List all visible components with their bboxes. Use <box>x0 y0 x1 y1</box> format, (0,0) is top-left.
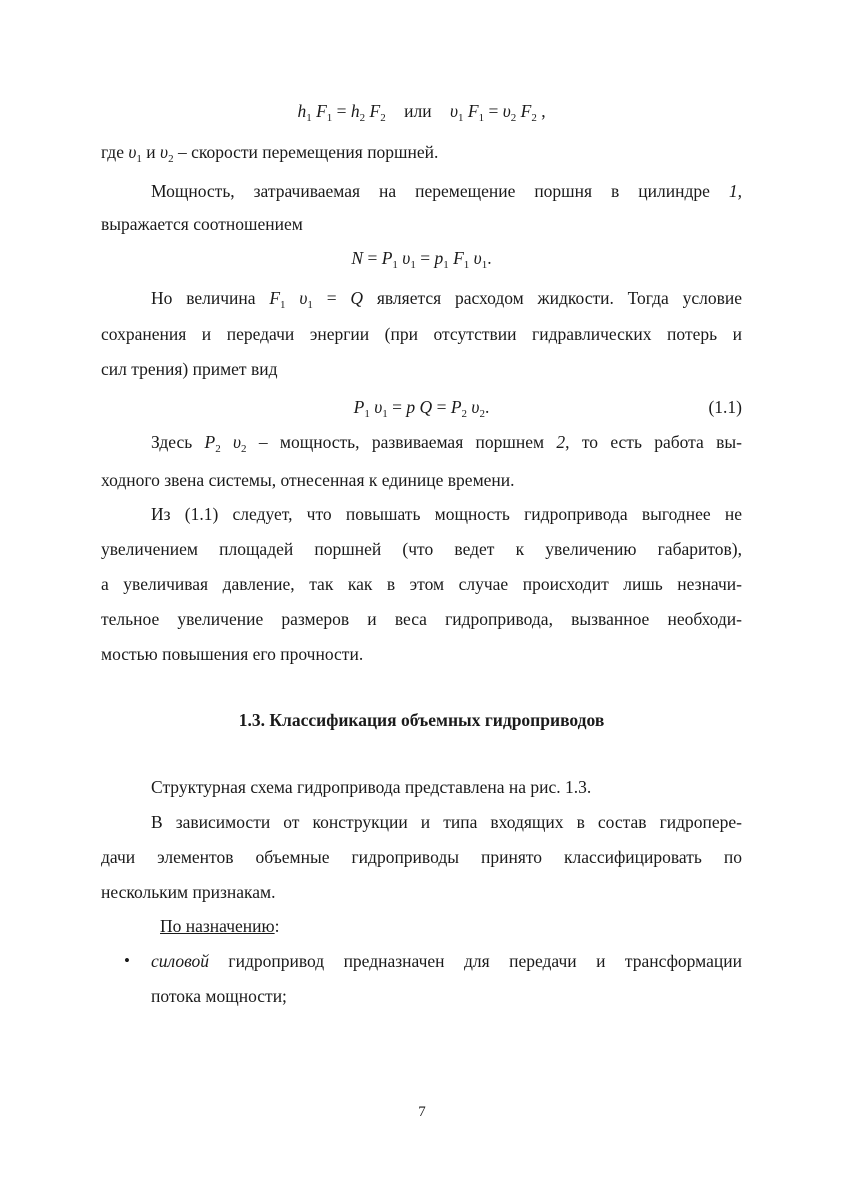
formula-1-1: $P_1$ $\upsilon_1 = p$ $Q = P_2$ $\upsilon_2$. <box>353 397 490 420</box>
bullet-line-1: силовой гидропривод предназначен для передачи и трансформации <box>151 951 742 971</box>
paragraph-but-line-2: сохранения и передачи энергии (при отсутствии гидравлических потерь и <box>101 324 742 344</box>
paragraph-power-line-1: Мощность, затрачиваемая на перемещение поршня в цилиндре 1, <box>151 181 742 201</box>
paragraph-depend-line-3: нескольким признакам. <box>101 882 276 902</box>
paragraph-here-line-2: ходного звена системы, отнесенная к единице времени. <box>101 470 515 490</box>
paragraph-from-line-3: а увеличивая давление, так как в этом случае происходит лишь незначи- <box>101 574 742 594</box>
bullet-marker: • <box>124 951 130 970</box>
formula-power: $N = P_1$ $\upsilon_1 = p_1$ $F_1$ $\upsilon_1$. <box>351 248 492 271</box>
paragraph-from-line-2: увеличением площадей поршней (что ведет к увеличению габаритов), <box>101 539 742 559</box>
or-word: или <box>404 101 432 121</box>
by-purpose-label: По назначению: <box>160 916 280 936</box>
formula-area-velocity: $h_1$ $F_1 = h_2$ $F_2$ или $\upsilon_1$ $F_1 = \upsilon_2$ $F_2$ , <box>297 101 546 124</box>
paragraph-but-line-3: сил трения) примет вид <box>101 359 278 379</box>
paragraph-from-line-1: Из (1.1) следует, что повышать мощность гидропривода выгоднее не <box>151 504 742 524</box>
paragraph-from-line-5: мостью повышения его прочности. <box>101 644 364 664</box>
paragraph-here-line-1: Здесь $P_2$ $\upsilon_2$ – мощность, развиваемая поршнем 2, то есть работа вы- <box>151 432 742 455</box>
section-heading: 1.3. Классификация объемных гидроприводов <box>238 710 605 730</box>
equation-number: (1.1) <box>708 397 742 417</box>
paragraph-structure: Структурная схема гидропривода представлена на рис. 1.3. <box>151 777 592 797</box>
line-where-velocities: где $\upsilon_1$ и $\upsilon_2$ – скорости перемещения поршней. <box>101 142 439 165</box>
page-number: 7 <box>418 1104 426 1120</box>
bullet-line-2: потока мощности; <box>151 986 287 1006</box>
paragraph-depend-line-2: дачи элементов объемные гидроприводы принято классифицировать по <box>101 847 742 867</box>
paragraph-but-line-1: Но величина $F_1$ $\upsilon_1 = Q$ является расходом жидкости. Тогда условие <box>151 288 742 311</box>
paragraph-power-line-2: выражается соотношением <box>101 214 303 234</box>
paragraph-from-line-4: тельное увеличение размеров и веса гидропривода, вызванное необходи- <box>101 609 742 629</box>
paragraph-depend-line-1: В зависимости от конструкции и типа входящих в состав гидропере- <box>151 812 742 832</box>
